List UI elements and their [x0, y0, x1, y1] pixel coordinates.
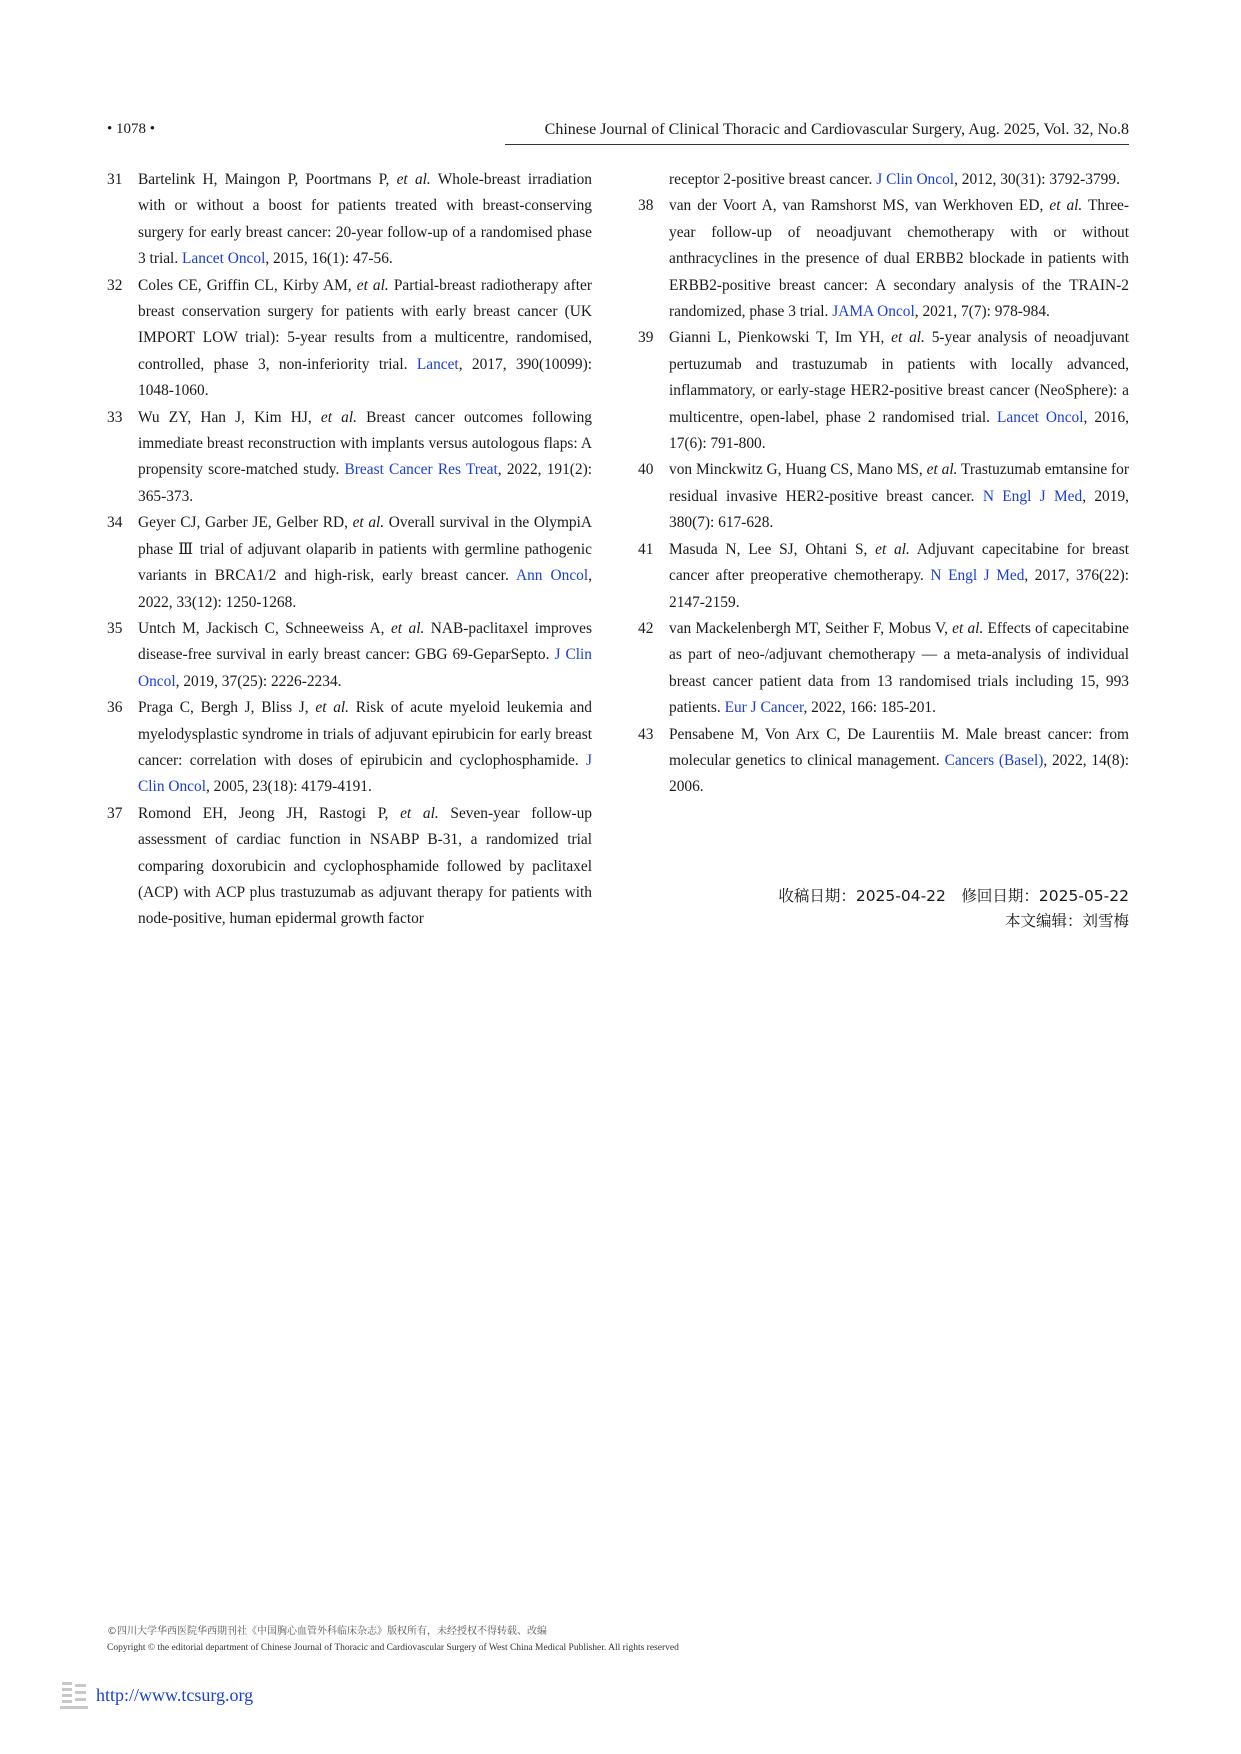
reference-etal: et al.: [390, 619, 425, 637]
reference-citation: , 2016, 17(6): 791-800.: [669, 408, 1130, 453]
reference-title: NAB-paclitaxel improves disease-free survival in early breast cancer: GBG 69-GeparSepto.: [138, 619, 592, 664]
article-dates: [778, 884, 1129, 934]
reference-number: 34: [107, 514, 123, 532]
journal-link[interactable]: Ann Oncol: [515, 567, 589, 585]
reference-citation: , 2022, 166: 185-201.: [803, 699, 936, 717]
reference-authors: van der Voort A, van Ramshorst MS, van Werkhoven ED,: [669, 197, 1050, 215]
running-head: Chinese Journal of Clinical Thoracic and Cardiovascular Surgery, Aug. 2025, Vol. 32, No.8: [544, 121, 1129, 138]
reference-number: 38: [638, 197, 654, 215]
reference-number: 33: [107, 408, 123, 426]
reference-authors: von Minckwitz G, Huang CS, Mano MS,: [669, 461, 927, 479]
journal-link[interactable]: N Engl J Med: [930, 567, 1025, 585]
received-revised-dates: 收稿日期：2025-04-22 修回日期：2025-05-22: [778, 887, 1129, 905]
reference-citation: , 2005, 23(18): 4179-4191.: [205, 778, 372, 796]
reference-number: 39: [638, 329, 654, 347]
reference-citation: , 2015, 16(1): 47-56.: [265, 250, 393, 268]
site-footer: [60, 1680, 253, 1710]
reference-number: 36: [107, 699, 123, 717]
reference-item: [107, 801, 592, 933]
reference-citation: , 2017, 376(22): 2147-2159.: [669, 567, 1129, 611]
journal-link[interactable]: N Engl J Med: [982, 487, 1083, 505]
reference-etal: et al.: [875, 540, 910, 558]
publisher-logo-icon: [60, 1680, 88, 1710]
reference-title: Partial-breast radiotherapy after breast conservation surgery for patients with early breast cancer (UK IMPORT LOW trial): 5-year results from a multicentre, randomised, controlled, phase 3, non-inferiority trial.: [138, 276, 592, 373]
reference-item: [107, 616, 592, 695]
journal-link[interactable]: Breast Cancer Res Treat: [344, 461, 498, 479]
reference-title: 5-year analysis of neoadjuvant pertuzumab and trastuzumab in patients with locally advanced, inflammatory, or early-stage HER2-positive breast cancer (NeoSphere): a multicentre, open-label, phase 2 randomised trial.: [669, 329, 1130, 426]
reference-number: 31: [107, 171, 123, 188]
reference-citation: , 2022, 14(8): 2006.: [669, 751, 1129, 796]
reference-item: [638, 722, 1129, 801]
reference-title: Overall survival in the OlympiA phase Ⅲ trial of adjuvant olaparib in patients with germline pathogenic variants in BRCA1/2 and high-risk, early breast cancer.: [138, 514, 593, 585]
reference-authors: Pensabene M, Von Arx C, De Laurentiis M.: [669, 725, 959, 743]
reference-citation: , 2019, 37(25): 2226-2234.: [175, 672, 342, 690]
reference-item: [638, 193, 1129, 325]
reference-etal: et al.: [926, 461, 958, 479]
reference-authors: Geyer CJ, Garber JE, Gelber RD,: [138, 514, 353, 532]
reference-citation: , 2022, 33(12): 1250-1268.: [138, 567, 592, 611]
reference-etal: et al.: [396, 171, 431, 188]
reference-item: [107, 167, 592, 273]
reference-number: 41: [638, 540, 654, 558]
reference-citation: , 2019, 380(7): 617-628.: [669, 487, 1129, 532]
reference-authors: van Mackelenbergh MT, Seither F, Mobus V,: [669, 619, 953, 637]
journal-link[interactable]: Lancet: [416, 355, 459, 373]
journal-link[interactable]: Lancet Oncol: [997, 408, 1084, 426]
reference-column-left: [107, 167, 592, 933]
reference-citation: , 2012, 30(31): 3792-3799.: [954, 171, 1120, 188]
reference-text: receptor 2-positive breast cancer.: [669, 171, 877, 188]
reference-etal: et al.: [352, 514, 385, 532]
journal-link[interactable]: J Clin Oncol: [138, 646, 592, 690]
reference-item: [107, 405, 592, 511]
reference-item: [638, 457, 1129, 536]
copyright-english: Copyright © the editorial department of Chinese Journal of Thoracic and Cardiovascular Surgery of West China Medical Publisher. All rights reserved: [107, 1643, 679, 1653]
reference-etal: et al.: [356, 276, 389, 294]
reference-title: Adjuvant capecitabine for breast cancer after preoperative chemotherapy.: [669, 540, 1130, 585]
reference-number: 40: [638, 461, 654, 479]
reference-column-right: [638, 167, 1129, 801]
reference-title: Trastuzumab emtansine for residual invasive HER2-positive breast cancer.: [669, 461, 1129, 505]
reference-authors: Gianni L, Pienkowski T, Im YH,: [669, 329, 892, 347]
journal-link[interactable]: J Clin Oncol: [876, 171, 955, 188]
journal-link[interactable]: Cancers (Basel): [944, 751, 1044, 769]
copyright-chinese: ©四川大学华西医院华西期刊社《中国胸心血管外科临床杂志》版权所有，未经授权不得转载、改编: [107, 1626, 547, 1637]
reference-authors: Bartelink H, Maingon P, Poortmans P,: [138, 171, 397, 188]
reference-etal: et al.: [891, 329, 925, 347]
reference-authors: Wu ZY, Han J, Kim HJ,: [138, 408, 321, 426]
reference-authors: Coles CE, Griffin CL, Kirby AM,: [138, 276, 357, 294]
reference-authors: Masuda N, Lee SJ, Ohtani S,: [669, 540, 876, 558]
reference-title: Risk of acute myeloid leukemia and myelodysplastic syndrome in trials of adjuvant epirubicin for early breast cancer: correlation with doses of epirubicin and cyclophosphamide.: [138, 699, 593, 769]
reference-citation: , 2021, 7(7): 978-984.: [914, 303, 1050, 321]
reference-authors: Praga C, Bergh J, Bliss J,: [138, 699, 316, 717]
editor-credit: 本文编辑：刘雪梅: [1004, 912, 1129, 930]
journal-link[interactable]: J Clin Oncol: [138, 751, 592, 796]
reference-authors: Untch M, Jackisch C, Schneeweiss A,: [138, 619, 391, 637]
reference-citation: , 2017, 390(10099): 1048-1060.: [138, 355, 592, 400]
reference-number: 42: [638, 619, 654, 637]
reference-authors: Romond EH, Jeong JH, Rastogi P,: [138, 804, 401, 822]
reference-item: [107, 695, 592, 801]
reference-etal: et al.: [400, 804, 439, 822]
reference-title: Effects of capecitabine as part of neo-/adjuvant chemotherapy — a meta-analysis of individual breast cancer patient data from 13 randomised trials including 15, 993 patients.: [669, 619, 1129, 717]
reference-etal: et al.: [315, 699, 350, 717]
reference-title: Seven-year follow-up assessment of cardiac function in NSABP B-31, a randomized trial comparing doxorubicin and cyclophosphamide followed by paclitaxel (ACP) with ACP plus trastuzumab as adjuvant therapy for patients with node-positive, human epidermal growth factor: [138, 804, 592, 928]
reference-number: 37: [107, 804, 123, 822]
page-number: • 1078 •: [107, 121, 156, 137]
journal-link[interactable]: JAMA Oncol: [832, 303, 915, 321]
reference-title: Whole-breast irradiation with or without a boost for patients treated with breast-conserving surgery for early breast cancer: 20-year follow-up of a randomised phase 3 trial.: [138, 171, 592, 268]
reference-etal: et al.: [1049, 197, 1083, 215]
reference-title: Breast cancer outcomes following immediate breast reconstruction with implants versus autologous flaps: A propensity score-matched study.: [138, 408, 592, 479]
reference-37-continuation: [638, 167, 1129, 193]
header-rule: [505, 144, 1129, 145]
reference-number: 32: [107, 276, 123, 294]
reference-item: [107, 510, 592, 616]
reference-item: [638, 616, 1129, 722]
journal-link[interactable]: Lancet Oncol: [182, 250, 266, 268]
reference-number: 35: [107, 619, 123, 637]
reference-number: 43: [638, 725, 654, 743]
reference-title: Male breast cancer: from molecular genetics to clinical management.: [669, 725, 1129, 769]
journal-link[interactable]: Eur J Cancer: [724, 699, 804, 717]
reference-etal: et al.: [320, 408, 357, 426]
reference-item: [638, 537, 1129, 616]
site-url-link[interactable]: http://www.tcsurg.org: [96, 1684, 254, 1705]
reference-item: [638, 325, 1129, 457]
reference-title: Three-year follow-up of neoadjuvant chemotherapy with or without anthracyclines in the presence of dual ERBB2 blockade in patients with ERBB2-positive breast cancer: A secondary analysis of the TRAIN-2 randomized, phase 3 trial.: [669, 197, 1129, 321]
reference-etal: et al.: [952, 619, 984, 637]
reference-item: [107, 273, 592, 405]
reference-citation: , 2022, 191(2): 365-373.: [138, 461, 592, 505]
